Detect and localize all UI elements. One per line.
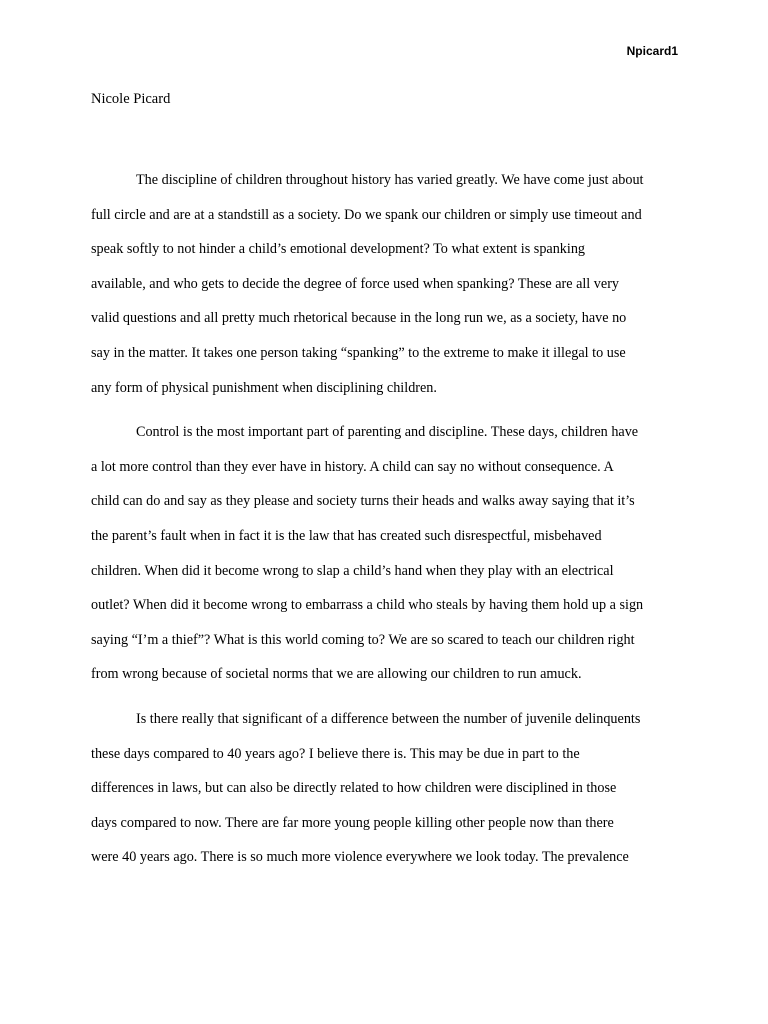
text-line: The discipline of children throughout history has varied greatly. We have come just about <box>136 172 644 188</box>
text-line: valid questions and all pretty much rhetorical because in the long run we, as a society, have no <box>91 310 627 327</box>
running-head: Npicard1 <box>626 44 678 58</box>
text-line: Control is the most important part of parenting and discipline. These days, children have <box>136 424 639 441</box>
text-line: differences in laws, but can also be directly related to how children were disciplined in those <box>91 780 617 797</box>
text-line: were 40 years ago. There is so much more violence everywhere we look today. The prevalence <box>91 849 629 866</box>
text-line: any form of physical punishment when disciplining children. <box>91 379 437 396</box>
essay-body <box>91 163 679 885</box>
text-line: say in the matter. It takes one person taking “spanking” to the extreme to make it illegal to use <box>91 344 626 361</box>
text-line: children. When did it become wrong to slap a child’s hand when they play with an electrical <box>91 562 614 579</box>
text-line: saying “I’m a thief”? What is this world coming to? We are so scared to teach our children right <box>91 631 635 648</box>
text-line: full circle and are at a standstill as a society. Do we spank our children or simply use timeout and <box>91 206 642 223</box>
paragraph-3 <box>91 702 679 875</box>
text-line: days compared to now. There are far more young people killing other people now than there <box>91 814 614 831</box>
text-line: speak softly to not hinder a child’s emotional development? To what extent is spanking <box>91 241 586 258</box>
text-line: a lot more control than they ever have in history. A child can say no without consequence. A <box>91 458 614 475</box>
paragraph-1 <box>91 163 679 405</box>
text-line: available, and who gets to decide the degree of force used when spanking? These are all very <box>91 275 620 292</box>
text-line: these days compared to 40 years ago? I believe there is. This may be due in part to the <box>91 745 580 762</box>
text-line: the parent’s fault when in fact it is the law that has created such disrespectful, misbehaved <box>91 527 602 544</box>
text-line: outlet? When did it become wrong to embarrass a child who steals by having them hold up a sign <box>91 597 644 614</box>
text-line: child can do and say as they please and society turns their heads and walks away saying that it’s <box>91 493 635 510</box>
text-line: from wrong because of societal norms that we are allowing our children to run amuck. <box>91 666 582 683</box>
text-line: Is there really that significant of a difference between the number of juvenile delinquents <box>136 710 641 727</box>
paragraph-2 <box>91 415 679 692</box>
author-name: Nicole Picard <box>91 91 171 107</box>
